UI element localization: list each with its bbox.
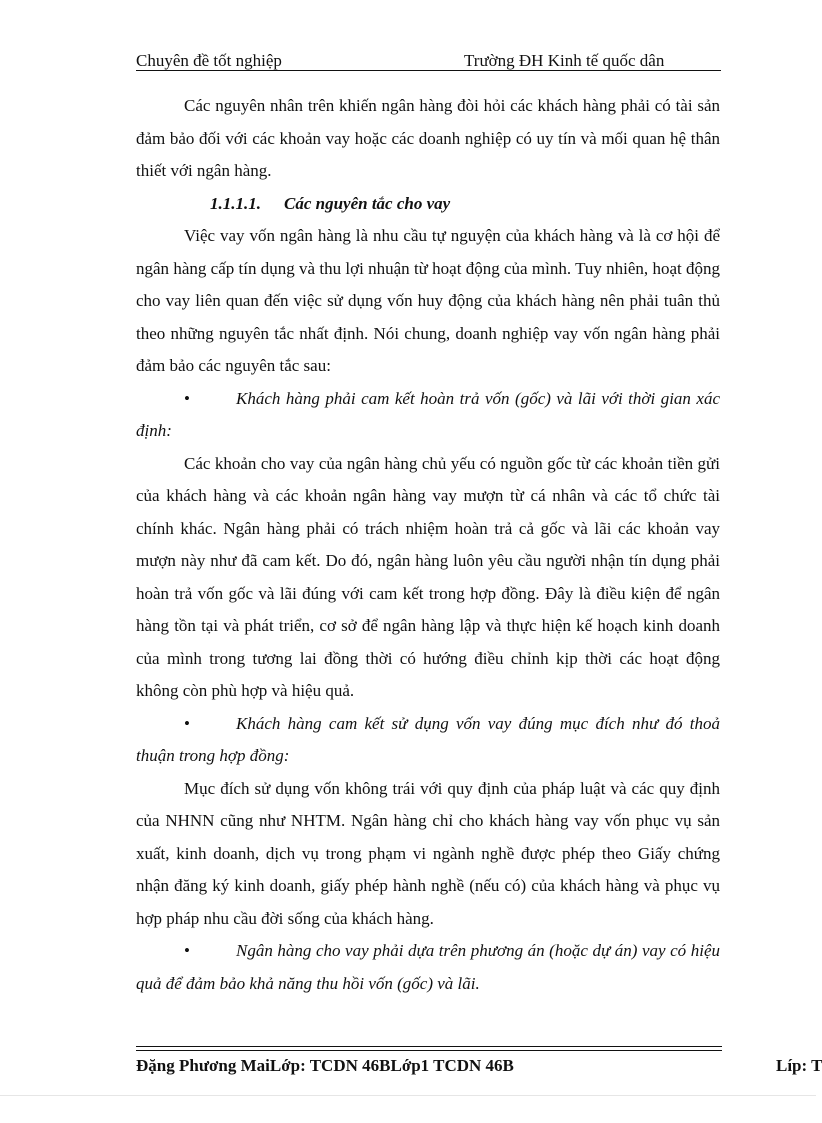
document-body <box>136 90 720 1000</box>
bullet-icon: • <box>184 941 190 960</box>
bullet-item-2 <box>136 708 720 773</box>
footer-left-text: Đặng Phương MaiLớp: TCDN 46BLớp1 TCDN 46B <box>136 1056 514 1075</box>
section-heading <box>136 188 720 221</box>
footer-right-text: Líp: T <box>776 1056 822 1075</box>
bullet-icon: • <box>184 713 190 733</box>
bullet-text-1: Khách hàng phải cam kết hoàn trả vốn (gốc) và lãi với thời gian xác định: <box>136 388 720 440</box>
heading-number: 1.1.1.1. <box>210 193 261 213</box>
heading-title: Các nguyên tắc cho vay <box>284 193 451 213</box>
header-left-text: Chuyên đề tốt nghiệp <box>136 51 282 70</box>
paragraph-3: Mục đích sử dụng vốn không trái với quy định của pháp luật và các quy định của NHNN cũng như NHTM. Ngân hàng chỉ cho khách hàng vay vốn phục vụ sản xuất, kinh doanh, dịch vụ trong phạm vi ngành nghề được phép theo Giấy chứng nhận đăng ký kinh doanh, giấy phép hành nghề (nếu có) của khách hàng và phục vụ hợp pháp nhu cầu đời sống của khách hàng. <box>136 778 720 928</box>
bullet-icon: • <box>184 388 190 408</box>
paragraph-2: Các khoản cho vay của ngân hàng chủ yếu có nguồn gốc từ các khoản tiền gửi của khách hàng và các khoản ngân hàng vay mượn từ cá nhân và các tổ chức tài chính khác. Ngân hàng phải có trách nhiệm hoàn trả cả gốc và lãi các khoản vay mượn này như đã cam kết. Do đó, ngân hàng luôn yêu cầu người nhận tín dụng phải hoàn trả vốn gốc và lãi đúng với cam kết trong hợp đồng. Đây là điều kiện để ngân hàng tồn tại và phát triển, cơ sở để ngân hàng lập và thực hiện kế hoạch kinh doanh của mình trong tương lai đồng thời có hướng điều chỉnh kịp thời các hoạt động không còn phù hợp và hiệu quả. <box>136 453 720 700</box>
bullet-text-3: Ngân hàng cho vay phải dựa trên phương án (hoặc dự án) vay có hiệu quả để đảm bảo khả năng thu hồi vốn (gốc) và lãi. <box>136 941 720 993</box>
paragraph-1: Việc vay vốn ngân hàng là nhu cầu tự nguyện của khách hàng và là cơ hội để ngân hàng cấp tín dụng và thu lợi nhuận từ hoạt động của mình. Tuy nhiên, hoạt động cho vay liên quan đến việc sử dụng vốn huy động của khách hàng nên phải tuân thủ theo những nguyên tắc nhất định. Nói chung, doanh nghiệp vay vốn ngân hàng phải đảm bảo các nguyên tắc sau: <box>136 226 720 375</box>
footer-rule-top <box>136 1046 722 1047</box>
header-right-text: Trường ĐH Kinh tế quốc dân <box>464 51 665 70</box>
intro-paragraph: Các nguyên nhân trên khiến ngân hàng đòi hỏi các khách hàng phải có tài sản đảm bảo đối với các khoản vay hoặc các doanh nghiệp có uy tín và mối quan hệ thân thiết với ngân hàng. <box>136 96 720 180</box>
bullet-item-3 <box>136 935 720 1000</box>
footer-rule-bottom <box>136 1050 722 1051</box>
page-bottom-edge <box>0 1095 816 1096</box>
header-rule <box>136 70 721 71</box>
bullet-text-2: Khách hàng cam kết sử dụng vốn vay đúng mục đích như đó thoả thuận trong hợp đồng: <box>136 713 720 765</box>
bullet-item-1 <box>136 383 720 448</box>
